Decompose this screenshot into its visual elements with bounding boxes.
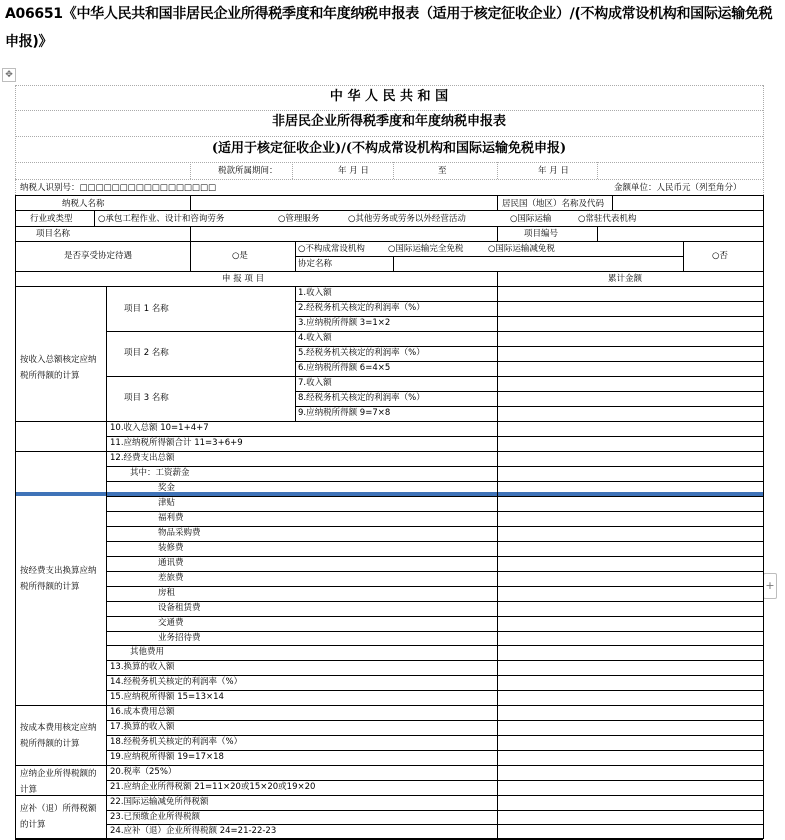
grid-line	[683, 241, 684, 271]
section-refund-label: 应补（退）所得税额的计算	[20, 804, 97, 830]
row-label-4: 4.收入额	[298, 333, 332, 343]
row-label-3: 3.应纳税所得额 3=1×2	[298, 318, 391, 328]
row-label-10: 10.收入总额 10=1+4+7	[110, 423, 209, 433]
project-divider	[295, 286, 296, 421]
header-form-name: 非居民企业所得税季度和年度纳税申报表	[271, 114, 506, 129]
header-form-scope: (适用于核定征收企业)/(不构成常设机构和国际运输免税申报)	[211, 141, 567, 156]
row-label-14: 奖金	[158, 483, 176, 493]
treaty-option-no-pe[interactable]: ○不构成常设机构	[298, 244, 365, 254]
row-label-31: 18.经税务机关核定的利润率（%）	[110, 737, 243, 747]
row-label-12: 12.经费支出总额	[110, 453, 175, 463]
project-1-label: 项目 1 名称	[124, 304, 169, 314]
section-expense-label: 按经费支出换算应纳税所得额的计算	[20, 566, 97, 592]
row-line	[106, 451, 763, 452]
amount-divider	[497, 286, 498, 839]
section-cost-label: 按成本费用核定应纳税所得额的计算	[20, 723, 97, 749]
treaty-no-option[interactable]: ○否	[712, 251, 728, 261]
row-line	[295, 331, 763, 332]
row-line	[106, 765, 763, 766]
row-label-29: 16.成本费用总额	[110, 707, 175, 717]
period-start[interactable]: 年 月 日	[338, 166, 369, 176]
row-label-6: 6.应纳税所得额 6=4×5	[298, 363, 391, 373]
row-label-18: 装修费	[158, 543, 184, 553]
row-label-17: 物品采购费	[158, 528, 201, 538]
period-to: 至	[438, 166, 447, 176]
row-label-20: 差旅费	[158, 573, 184, 583]
row-label-23: 交通费	[158, 618, 184, 628]
row-line	[106, 511, 763, 512]
section-tax-label: 应纳企业所得税额的计算	[20, 769, 97, 795]
header-frame-line	[15, 85, 763, 86]
row-line	[106, 586, 763, 587]
grid-line	[15, 241, 763, 242]
period-label: 税款所属期间：	[218, 166, 278, 176]
row-label-37: 24.应补（退）企业所得税额 24=21-22-23	[110, 826, 277, 836]
row-label-5: 5.经税务机关核定的利润率（%）	[298, 348, 425, 358]
taxpayer-id[interactable]: 纳税人识别号：□□□□□□□□□□□□□□□□□	[20, 183, 217, 193]
grid-line	[15, 226, 763, 227]
row-label-11: 11.应纳税所得额合计 11=3+6+9	[110, 438, 243, 448]
column-item-header: 申 报 项 目	[222, 274, 265, 284]
row-label-28: 15.应纳税所得额 15=13×14	[110, 692, 224, 702]
row-label-21: 房租	[158, 588, 176, 598]
row-label-13: 其中：工资薪金	[130, 468, 190, 478]
row-label-2: 2.经税务机关核定的利润率（%）	[298, 303, 425, 313]
row-label-26: 13.换算的收入额	[110, 662, 175, 672]
project-line	[106, 376, 295, 377]
period-divider	[190, 162, 191, 179]
row-line	[106, 631, 763, 632]
header-frame-line	[15, 136, 763, 137]
row-line	[106, 601, 763, 602]
industry-option-transport[interactable]: ○国际运输	[510, 214, 552, 224]
row-label-34: 21.应纳企业所得税额 21=11×20或15×20或19×20	[110, 782, 316, 792]
grid-line	[190, 241, 191, 271]
row-line	[106, 616, 763, 617]
treaty-yes-option[interactable]: ○是	[232, 251, 248, 261]
row-line	[106, 556, 763, 557]
period-divider	[292, 162, 293, 179]
row-label-8: 8.经税务机关核定的利润率（%）	[298, 393, 425, 403]
row-label-1: 1.收入额	[298, 288, 332, 298]
header-frame-line	[763, 85, 764, 195]
project-line	[106, 331, 295, 332]
industry-option-rep-office[interactable]: ○常驻代表机构	[578, 214, 637, 224]
document-title: A06651《中华人民共和国非居民企业所得税季度和年度纳税申报表（适用于核定征收企业）/(不构成常设机构和国际运输免税申报)》	[5, 6, 773, 50]
period-divider	[597, 162, 598, 179]
column-amount-header: 累计金额	[608, 274, 643, 284]
row-line	[106, 720, 763, 721]
header-frame-line	[15, 179, 763, 180]
grid-line	[497, 271, 498, 286]
row-label-35: 22.国际运输减免所得税额	[110, 797, 209, 807]
row-line	[106, 705, 763, 706]
grid-line	[612, 195, 613, 210]
treaty-option-full-exempt[interactable]: ○国际运输完全免税	[388, 244, 464, 254]
section-label-divider	[106, 286, 107, 839]
row-label-30: 17.换算的收入额	[110, 722, 175, 732]
grid-line	[497, 226, 498, 241]
amount-unit: 金额单位：人民币元（列至角分）	[614, 183, 742, 193]
treaty-name-label: 协定名称	[298, 259, 333, 269]
table-move-handle-icon[interactable]: ✥	[2, 68, 16, 82]
row-line	[295, 376, 763, 377]
grid-line	[190, 195, 191, 210]
row-line	[106, 645, 763, 646]
industry-option-management[interactable]: ○管理服务	[278, 214, 320, 224]
grid-line	[15, 210, 763, 211]
section-revenue-label: 按收入总额核定应纳税所得额的计算	[20, 355, 97, 381]
row-label-27: 14.经税务机关核定的利润率（%）	[110, 677, 243, 687]
row-line	[106, 541, 763, 542]
add-column-icon[interactable]: +	[763, 573, 777, 599]
row-label-36: 23.已预缴企业所得税额	[110, 812, 201, 822]
row-line	[106, 496, 763, 497]
row-label-25: 其他费用	[130, 647, 165, 657]
header-frame-line	[15, 110, 763, 111]
period-end[interactable]: 年 月 日	[538, 166, 569, 176]
right-border	[763, 195, 764, 839]
header-frame-line	[15, 162, 763, 163]
project-name-label: 项目名称	[36, 229, 71, 239]
header-frame-line	[15, 85, 16, 195]
period-divider	[393, 162, 394, 179]
row-line	[106, 571, 763, 572]
industry-option-other[interactable]: ○其他劳务或劳务以外经营活动	[348, 214, 466, 224]
grid-line	[295, 256, 683, 257]
treaty-option-reduction[interactable]: ○国际运输减免税	[488, 244, 555, 254]
row-label-7: 7.收入额	[298, 378, 332, 388]
row-line	[106, 466, 763, 467]
residence-label: 居民国（地区）名称及代码	[502, 199, 605, 209]
grid-line	[94, 210, 95, 226]
row-line	[106, 810, 763, 811]
grid-line	[393, 256, 394, 271]
info-top-line	[15, 195, 763, 196]
row-label-33: 20.税率（25%）	[110, 767, 177, 777]
left-border	[15, 195, 16, 839]
row-label-15: 津贴	[158, 498, 176, 508]
project-3-label: 项目 3 名称	[124, 393, 169, 403]
section-line	[15, 286, 763, 287]
row-label-24: 业务招待费	[158, 633, 201, 643]
row-line	[106, 526, 763, 527]
row-label-19: 通讯费	[158, 558, 184, 568]
grid-line	[190, 226, 191, 241]
grid-line	[15, 271, 763, 272]
treaty-label: 是否享受协定待遇	[64, 251, 133, 261]
row-label-9: 9.应纳税所得额 9=7×8	[298, 408, 391, 418]
grid-line	[497, 195, 498, 210]
row-label-22: 设备租赁费	[158, 603, 201, 613]
grid-line	[597, 226, 598, 241]
row-line	[106, 481, 763, 482]
industry-option-engineering[interactable]: ○承包工程作业、设计和咨询劳务	[98, 214, 225, 224]
row-label-32: 19.应纳税所得额 19=17×18	[110, 752, 224, 762]
row-label-16: 福利费	[158, 513, 184, 523]
period-divider	[497, 162, 498, 179]
taxpayer-name-label: 纳税人名称	[62, 199, 105, 209]
industry-label: 行业或类型	[30, 214, 73, 224]
row-line	[106, 660, 763, 661]
project-no-label: 项目编号	[524, 229, 559, 239]
header-country: 中 华 人 民 共 和 国	[329, 89, 449, 104]
project-2-label: 项目 2 名称	[124, 348, 169, 358]
